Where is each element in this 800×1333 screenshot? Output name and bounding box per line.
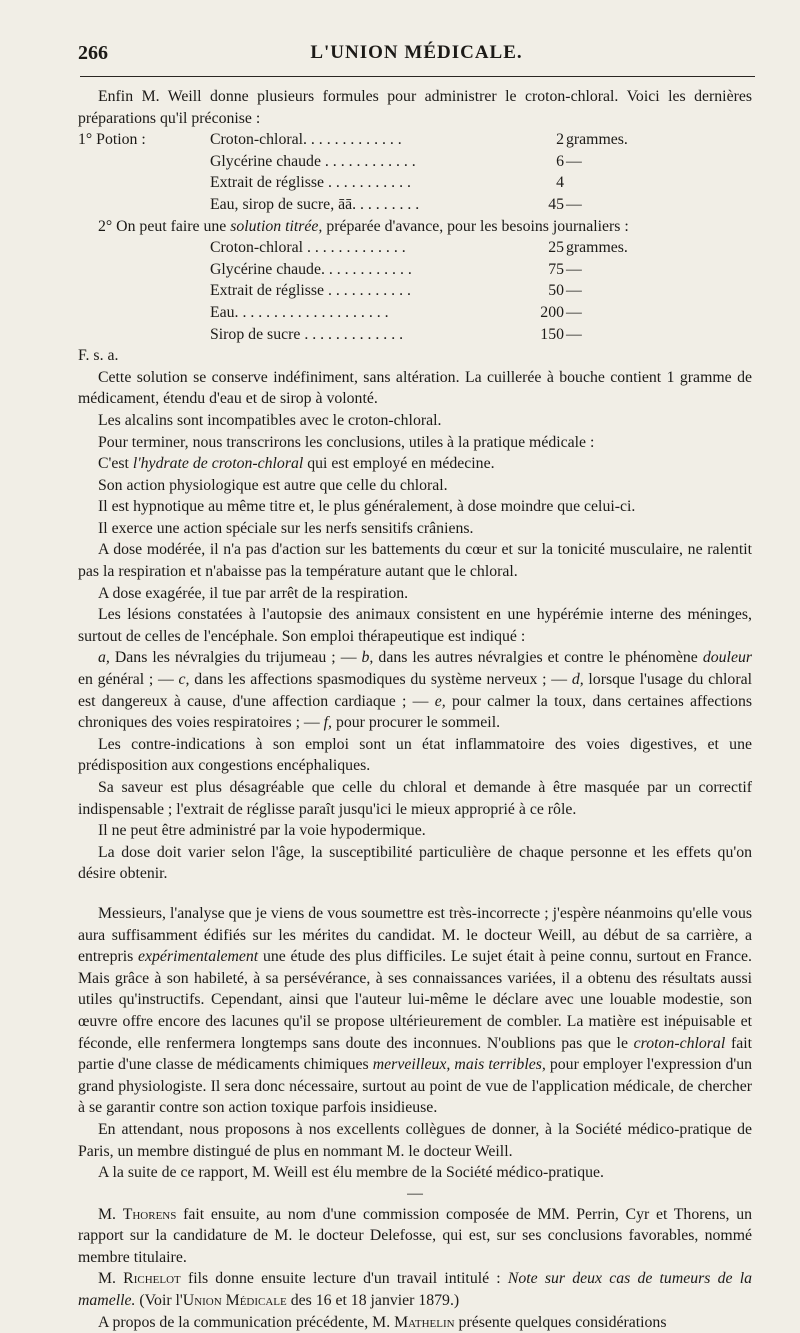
- quantity: 200: [540, 303, 564, 321]
- formula-row: [78, 151, 752, 173]
- paragraph: Cette solution se conserve indéfiniment, sans altération. La cuillerée à bouche contient 1 gramme de médicament, étendu d'eau et de sirop à volonté.: [78, 368, 752, 408]
- formula-row: [78, 172, 752, 194]
- formula-row: [78, 129, 752, 151]
- quantity: 45: [548, 195, 564, 213]
- formula-row: [78, 302, 752, 324]
- paragraph: En attendant, nous proposons à nos excellents collègues de donner, à la Société médico-pratique de Paris, un membre distingué de plus en nommant M. le docteur Weill.: [78, 1120, 752, 1160]
- minutes-paragraph: M. Thorens fait ensuite, au nom d'une commission composée de MM. Perrin, Cyr et Thorens, un rapport sur la candidature de M. le docteur Delefosse, qui est, sur ses conclusions favorables, nommé membre titulaire.: [78, 1205, 752, 1266]
- intro-paragraph: Enfin M. Weill donne plusieurs formules pour administrer le croton-chloral. Voici les dernières préparations qu'il préconise :: [78, 88, 752, 127]
- unit: grammes.: [566, 131, 628, 149]
- ingredient: Sirop de sucre . . . . . . . . . . . . .: [210, 325, 404, 343]
- formula-potion: [78, 129, 752, 215]
- unit: —: [566, 152, 582, 170]
- formula-solution: [78, 237, 752, 367]
- ingredient: Croton-chloral. . . . . . . . . . . . .: [210, 131, 402, 149]
- formula-row: [78, 280, 752, 302]
- conclusion-paragraph: Messieurs, l'analyse que je viens de vous soumettre est très-incorrecte ; j'espère néanmoins qu'elle vous aura suffisamment édifiés sur les mérites du candidat. M. le docteur Weill, au début de sa carrière, a entrepris expérimentalement une étude des plus difficiles. Le sujet était à peine connu, surtout en France. Mais grâce à son habileté, à sa persévérance, à ses connaissances variées, il a obtenu des résultats aussi utiles qu'instructifs. Cependant, ainsi que l'auteur lui-même le déclare avec une louable modestie, son œuvre offre encore des lacunes qu'il se propose ultérieurement de combler. La matière est inépuisable et féconde, elle renfermera longtemps sans doute des inconnues. N'oublions pas que le croton-chloral fait partie d'une classe de médicaments chimiques merveilleux, mais terribles, pour employer l'expression d'un grand physiologiste. Il sera donc nécessaire, surtout au point de vue de l'application médicale, de chercher à se garantir contre son action toxique parfois insidieuse.: [78, 904, 752, 1117]
- paragraph: A dose exagérée, il tue par arrêt de la respiration.: [98, 584, 409, 602]
- unit: —: [566, 282, 582, 300]
- quantity: 6: [556, 152, 564, 170]
- paragraph: Sa saveur est plus désagréable que celle du chloral et demande à être masquée par un correctif indispensable ; l'extrait de réglisse paraît jusqu'ici le mieux approprié à ce rôle.: [78, 779, 752, 818]
- ingredient: Extrait de réglisse . . . . . . . . . . .: [210, 174, 411, 192]
- unit: —: [566, 325, 582, 343]
- unit: —: [566, 260, 582, 278]
- ingredient: Eau. . . . . . . . . . . . . . . . . . . .: [210, 303, 389, 321]
- separator: —: [407, 1184, 423, 1202]
- page-number: 266: [78, 42, 108, 64]
- paragraph: Les lésions constatées à l'autopsie des animaux consistent en une hypérémie interne des méninges, surtout de celles de l'encéphale. Son emploi thérapeutique est indiqué :: [78, 606, 752, 645]
- unit: —: [566, 303, 582, 321]
- formula-label: 1° Potion :: [78, 131, 146, 149]
- minutes-paragraph: A propos de la communication précédente, M. Mathelin présente quelques considérations: [98, 1313, 667, 1331]
- ingredient: Eau, sirop de sucre, āā. . . . . . . . .: [210, 195, 420, 213]
- paragraph: Il ne peut être administré par la voie hypodermique.: [98, 822, 426, 840]
- fsa-note: F. s. a.: [78, 347, 119, 365]
- quantity: 2: [556, 131, 564, 149]
- page-header: [78, 42, 755, 72]
- ingredient: Croton-chloral . . . . . . . . . . . . .: [210, 239, 406, 257]
- formula-solution-intro: 2° On peut faire une solution titrée, préparée d'avance, pour les besoins journaliers :: [98, 217, 629, 235]
- formula-row: [78, 324, 752, 346]
- quantity: 75: [548, 260, 564, 278]
- unit: —: [566, 195, 582, 213]
- header-rule: [80, 76, 755, 77]
- ingredient: Extrait de réglisse . . . . . . . . . . .: [210, 282, 411, 300]
- indications-list: a, Dans les névralgies du trijumeau ; — b, dans les autres névralgies et contre le phénomène douleur en général ; — c, dans les affections spasmodiques du système nerveux ; — d, lorsque l'usage du chloral est dangereux à cause, d'une affection cardiaque ; — e, pour calmer la toux, dans certaines affections chroniques des voies respiratoires ; — f, pour procurer le sommeil.: [78, 649, 753, 732]
- quantity: 50: [548, 282, 564, 300]
- formula-row: [78, 194, 752, 216]
- quantity: 25: [548, 239, 564, 257]
- paragraph: A la suite de ce rapport, M. Weill est élu membre de la Société médico-pratique.: [98, 1164, 604, 1182]
- section-gap: [78, 885, 752, 903]
- quantity: 150: [540, 325, 564, 343]
- unit: grammes.: [566, 239, 628, 257]
- ingredient: Glycérine chaude . . . . . . . . . . . .: [210, 152, 416, 170]
- article-body: [78, 86, 752, 1333]
- paragraph: Il exerce une action spéciale sur les nerfs sensitifs crâniens.: [98, 519, 474, 537]
- paragraph: Il est hypnotique au même titre et, le plus généralement, à dose moindre que celui-ci.: [98, 498, 636, 516]
- paragraph: Les alcalins sont incompatibles avec le croton-chloral.: [98, 411, 442, 429]
- paragraph: Les contre-indications à son emploi sont un état inflammatoire des voies digestives, et une prédisposition aux congestions encéphaliques.: [78, 735, 752, 775]
- paragraph: Son action physiologique est autre que celle du chloral.: [98, 476, 448, 494]
- paragraph: La dose doit varier selon l'âge, la susceptibilité particulière de chaque personne et les effets qu'on désire obtenir.: [78, 843, 752, 883]
- quantity: 4: [556, 174, 564, 192]
- formula-row: [78, 237, 752, 259]
- paragraph: A dose modérée, il n'a pas d'action sur les battements du cœur et sur la tonicité musculaire, ne ralentit pas la respiration et n'abaisse pas la température autant que le chloral.: [78, 541, 752, 581]
- paragraph: Pour terminer, nous transcrirons les conclusions, utiles à la pratique médicale :: [98, 433, 595, 451]
- ingredient: Glycérine chaude. . . . . . . . . . . .: [210, 260, 412, 278]
- paragraph: C'est l'hydrate de croton-chloral qui est employé en médecine.: [98, 455, 495, 473]
- journal-title: L'UNION MÉDICALE.: [310, 42, 523, 63]
- minutes-paragraph: M. Richelot fils donne ensuite lecture d'un travail intitulé : Note sur deux cas de tumeurs de la mamelle. (Voir l'Union Médicale des 16 et 18 janvier 1879.): [78, 1270, 752, 1310]
- formula-row: [78, 259, 752, 281]
